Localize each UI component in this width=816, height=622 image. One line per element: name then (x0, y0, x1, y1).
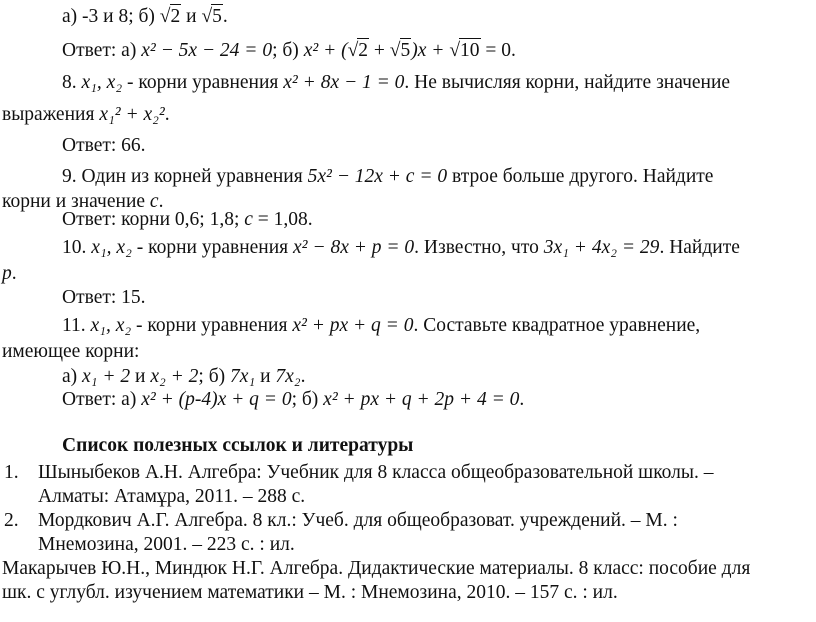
answer-8: Ответ: 66. (62, 135, 146, 156)
expression-8: x₁² + x₂² (99, 104, 165, 125)
equation-11: x² + px + q = 0 (292, 315, 414, 336)
reference-2-line2: Мнемозина, 2001. – 223 с. : ил. (38, 534, 295, 555)
reference-1-line2: Алматы: Атамұра, 2011. – 288 с. (38, 486, 306, 507)
problem-11: 11. x₁, x₂ - корни уравнения x² + px + q = 0. Составьте квадратное уравнение, (62, 315, 701, 336)
problem-9-line2: корни и значение c. (2, 191, 164, 212)
problem-10-line2: p. (2, 263, 17, 284)
problem-9: 9. Один из корней уравнения 5x² − 12x + c = 0 втрое больше другого. Найдите (62, 166, 714, 187)
problem-10: 10. x₁, x₂ - корни уравнения x² − 8x + p = 0. Известно, что 3x₁ + 4x₂ = 29. Найдите (62, 237, 740, 258)
answer-9: Ответ: корни 0,6; 1,8; c = 1,08. (62, 209, 313, 230)
problem-8: 8. x₁, x₂ - корни уравнения x² + 8x − 1 = 0. Не вычисляя корни, найдите значение (62, 72, 731, 93)
problem-11-line2: имеющее корни: (2, 341, 140, 362)
reference-2: 2. Мордкович А.Г. Алгебра. 8 кл.: Учеб. для общеобразоват. учреждений. – М. : (4, 510, 678, 531)
answer-11: Ответ: а) x² + (p-4)x + q = 0; б) x² + px + q + 2p + 4 = 0. (62, 389, 525, 410)
reference-3: Макарычев Ю.Н., Миндюк Н.Г. Алгебра. Дидактические материалы. 8 класс: пособие для (2, 558, 751, 579)
sqrt-5: √5 (201, 6, 222, 27)
reference-3-line2: шк. с углубл. изучением математики – М. : Мнемозина, 2010. – 157 с. : ил. (2, 582, 618, 603)
answer-line-a-b: а) -3 и 8; б) √2 и √5. (62, 6, 228, 27)
reference-1: 1. Шыныбеков А.Н. Алгебра: Учебник для 8 класса общеобразовательной школы. – (4, 462, 714, 483)
sqrt-10: √10 (449, 40, 480, 61)
problem-8-line2: выражения x₁² + x₂². (2, 104, 170, 125)
equation-a: x² − 5x − 24 = 0 (141, 40, 273, 61)
condition-10: 3x₁ + 4x₂ = 29 (543, 237, 660, 258)
answer-7: Ответ: а) x² − 5x − 24 = 0; б) x² + (√2 + √5)x + √10 = 0. (62, 40, 516, 61)
equation-10: x² − 8x + p = 0 (293, 237, 415, 258)
equation-9: 5x² − 12x + c = 0 (307, 166, 448, 187)
answer-10: Ответ: 15. (62, 287, 146, 308)
references-heading: Список полезных ссылок и литературы (62, 435, 414, 456)
sqrt-2b: √2 (347, 40, 369, 61)
sqrt-5b: √5 (389, 40, 411, 61)
problem-11-options: а) x₁ + 2 и x₂ + 2; б) 7x₁ и 7x₂. (62, 366, 306, 387)
sqrt-2: √2 (159, 6, 181, 27)
equation-8: x² + 8x − 1 = 0 (283, 72, 405, 93)
